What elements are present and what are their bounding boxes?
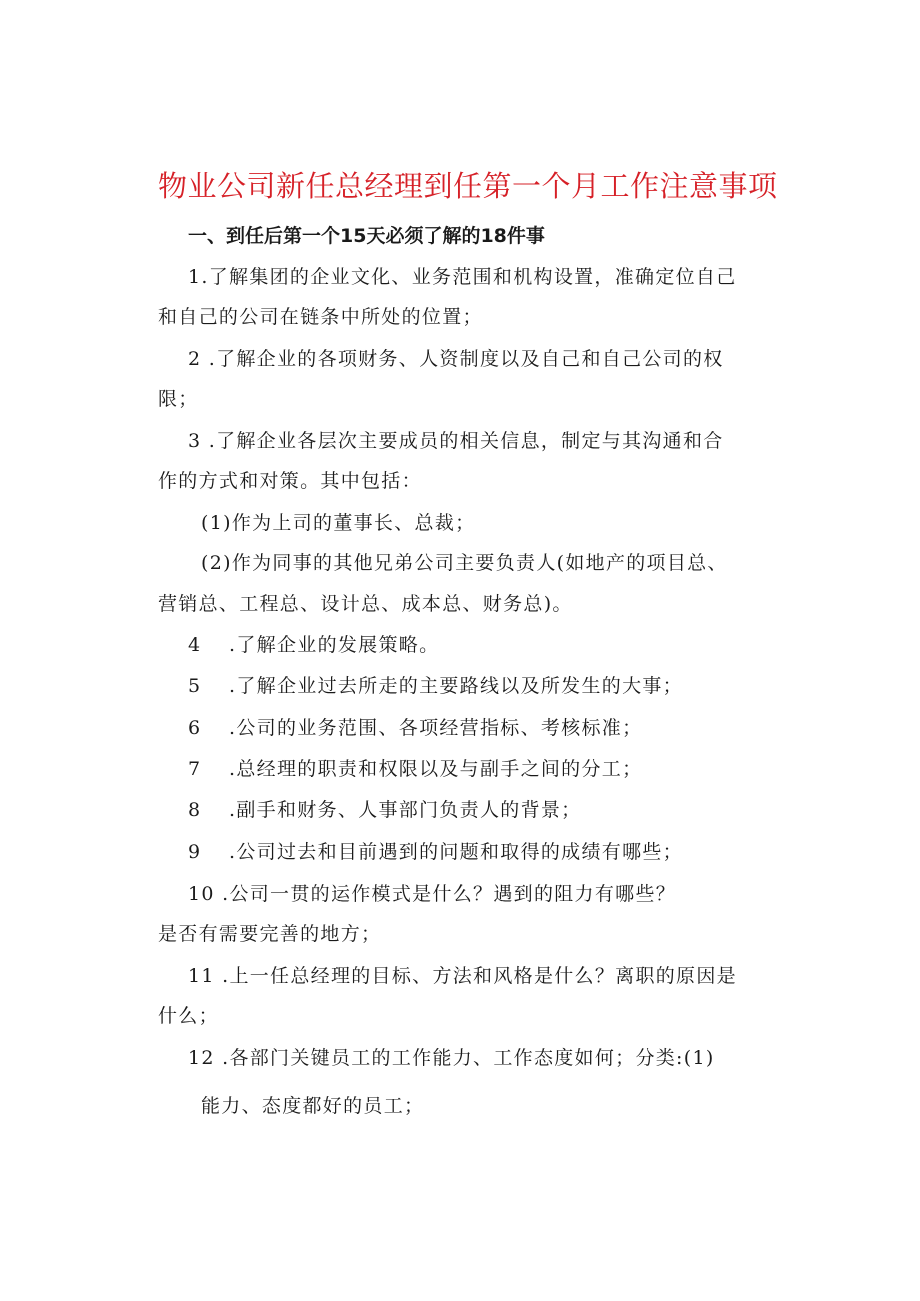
paragraph-line-18: 11 .上一任总经理的目标、方法和风格是什么？离职的原因是	[188, 965, 737, 987]
paragraph-line-7: (1)作为上司的董事长、总裁；	[201, 512, 476, 534]
paragraph-line-2: 和自己的公司在链条中所处的位置；	[158, 306, 483, 328]
paragraph-line-8: (2)作为同事的其他兄弟公司主要负责人(如地产的项目总、	[201, 552, 728, 574]
paragraph-line-1: 1.了解集团的企业文化、业务范围和机构设置，准确定位自己	[188, 266, 737, 288]
paragraph-line-20: 12 .各部门关键员工的工作能力、工作态度如何；分类:(1)	[188, 1047, 715, 1069]
section-heading: 一、到任后第一个15天必须了解的18件事	[188, 225, 545, 247]
paragraph-line-12: 6 .公司的业务范围、各项经营指标、考核标准；	[188, 717, 643, 739]
paragraph-line-4: 限；	[158, 388, 199, 410]
paragraph-line-21: 能力、态度都好的员工；	[201, 1095, 425, 1117]
paragraph-line-11: 5 .了解企业过去所走的主要路线以及所发生的大事；	[188, 675, 683, 697]
paragraph-line-19: 什么；	[158, 1005, 219, 1027]
paragraph-line-16: 10 .公司一贯的运作模式是什么？遇到的阻力有哪些？	[188, 883, 677, 905]
paragraph-line-13: 7 .总经理的职责和权限以及与副手之间的分工；	[188, 758, 643, 780]
document-title: 物业公司新任总经理到任第一个月工作注意事项	[158, 169, 778, 203]
paragraph-line-3: 2 .了解企业的各项财务、人资制度以及自己和自己公司的权	[188, 348, 724, 370]
paragraph-line-15: 9 .公司过去和目前遇到的问题和取得的成绩有哪些；	[188, 841, 683, 863]
paragraph-line-6: 作的方式和对策。其中包括：	[158, 470, 422, 492]
paragraph-line-10: 4 .了解企业的发展策略。	[188, 634, 440, 656]
paragraph-line-17: 是否有需要完善的地方；	[158, 923, 382, 945]
paragraph-line-14: 8 .副手和财务、人事部门负责人的背景；	[188, 799, 582, 821]
paragraph-line-5: 3 .了解企业各层次主要成员的相关信息，制定与其沟通和合	[188, 430, 724, 452]
paragraph-line-9: 营销总、工程总、设计总、成本总、财务总)。	[158, 593, 573, 615]
